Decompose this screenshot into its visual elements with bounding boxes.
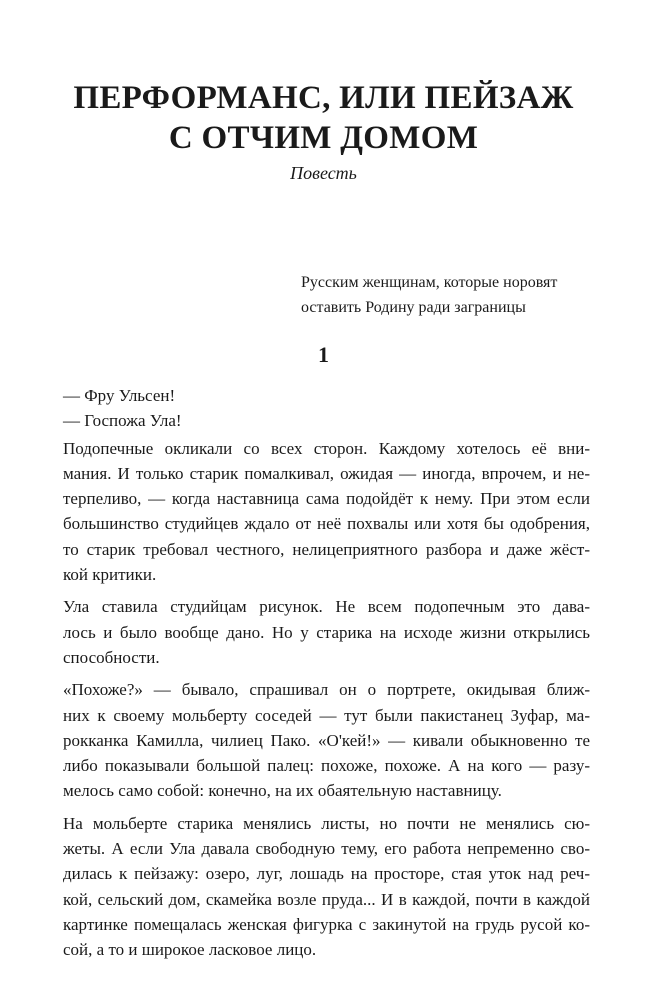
text-line: сой, а то и широкое ласковое лицо. — [63, 940, 317, 960]
paragraph-2 — [63, 408, 590, 433]
text-line: мания. И только старик помалкивал, ожидая — иногда, впрочем, и не- — [63, 463, 590, 483]
text-line: «Похоже?» — бывало, спрашивал он о портрете, окидывая ближ- — [63, 680, 590, 700]
text-line: — Фру Ульсен! — [63, 386, 176, 405]
text-line: картинке помещалась женская фигурка с закинутой на грудь русой ко- — [63, 914, 590, 934]
text-line: них к своему мольберту соседей — тут были пакистанец Зуфар, ма- — [63, 705, 590, 725]
paragraph-5 — [63, 677, 590, 803]
epigraph-line-1: Русским женщинам, которые норовят — [301, 274, 558, 291]
epigraph-line-2: оставить Родину ради заграницы — [301, 299, 526, 316]
paragraph-4 — [63, 594, 590, 670]
story-title — [0, 78, 647, 158]
text-line: На мольберте старика менялись листы, но почти не менялись сю- — [63, 813, 590, 833]
text-line: дилась к пейзажу: озеро, луг, лошадь на просторе, стая уток над реч- — [63, 864, 590, 884]
epigraph — [301, 270, 621, 320]
paragraph-3 — [63, 436, 590, 588]
paragraph-1 — [63, 383, 590, 408]
text-line: Ула ставила студийцам рисунок. Не всем подопечным это дава- — [63, 597, 590, 617]
text-line: рокканка Камилла, чилиец Пако. «О'кей!» — кивали обыкновенно те — [63, 730, 590, 750]
text-line: кой критики. — [63, 565, 157, 585]
text-line: либо показывали большой палец: похоже, похоже. А на кого — разу- — [63, 756, 590, 776]
text-line: терпеливо, — когда наставница сама подойдёт к нему. При этом если — [63, 489, 590, 509]
text-line: жеты. А если Ула давала свободную тему, его работа непременно сво- — [63, 839, 590, 859]
text-line: то старик требовал честного, нелицеприятного разбора и даже жёст- — [63, 539, 590, 559]
story-title-line-2: С ОТЧИМ ДОМОМ — [168, 120, 479, 156]
text-line: Подопечные окликали со всех сторон. Каждому хотелось её вни- — [63, 438, 590, 458]
text-line: кой, сельский дом, скамейка возле пруда... И в каждой, почти в каждой — [63, 889, 590, 909]
text-line: — Госпожа Ула! — [63, 411, 182, 431]
body-text — [63, 383, 590, 970]
chapter-number: 1 — [318, 342, 329, 367]
genre-subtitle: Повесть — [290, 163, 357, 183]
text-line: большинство студийцев ждало от неё похвалы или хотя бы одобрения, — [63, 514, 590, 534]
text-line: лось и было вообще дано. Но у старика на исходе жизни открылись — [63, 622, 590, 642]
text-line: мелось само собой: конечно, на их обаятельную наставницу. — [63, 781, 502, 801]
text-line: способности. — [63, 647, 160, 667]
paragraph-6 — [63, 811, 590, 963]
story-title-line-1: ПЕРФОРМАНС, ИЛИ ПЕЙЗАЖ — [73, 80, 574, 116]
